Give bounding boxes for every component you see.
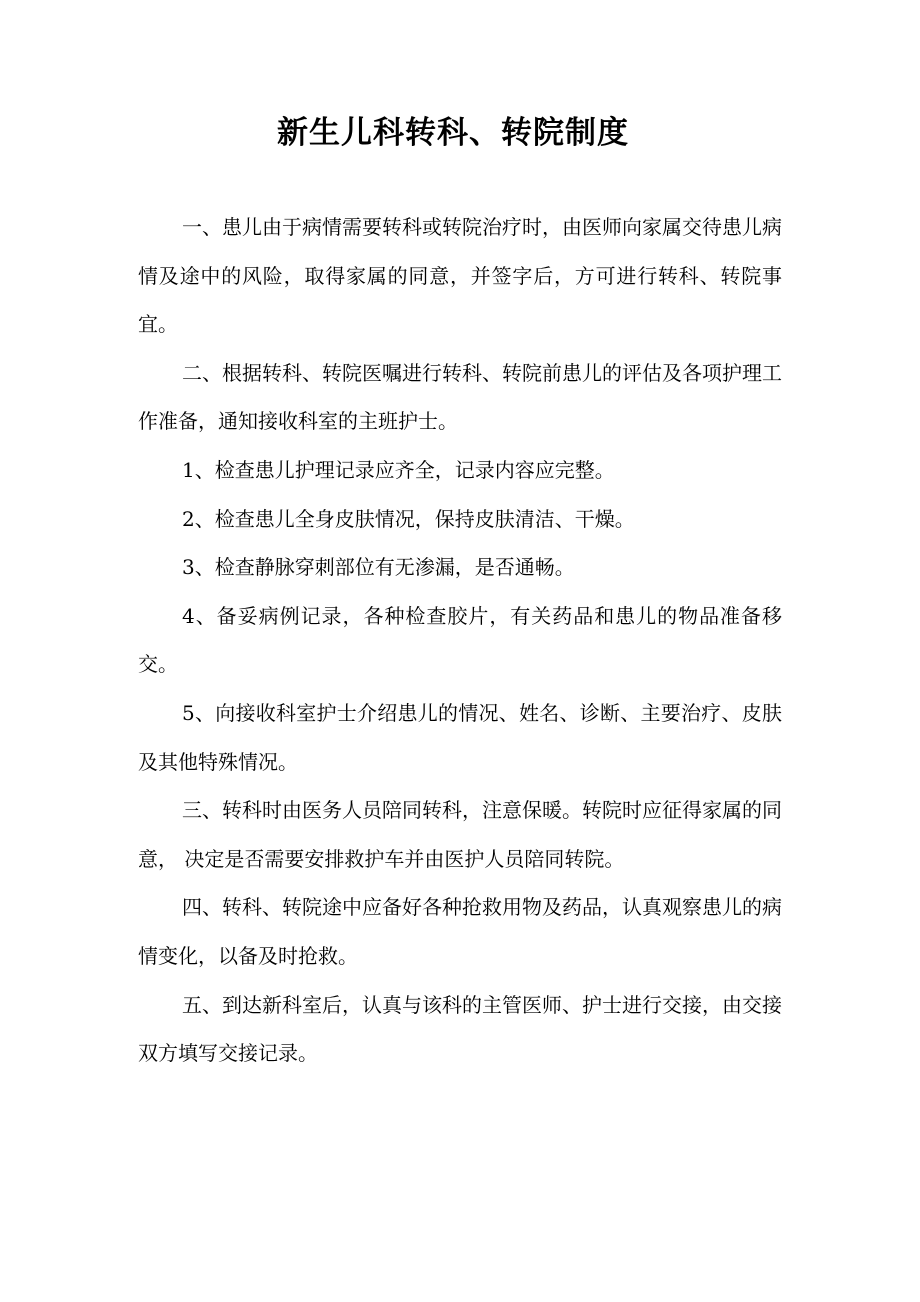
paragraph-9: 四、转科、转院途中应备好各种抢救用物及药品，认真观察患儿的病情变化，以备及时抢救。 xyxy=(138,895,782,968)
paragraph-4: 2、检查患儿全身皮肤情况，保持皮肤清洁、干燥。 xyxy=(182,506,635,531)
document-body xyxy=(138,203,782,1078)
paragraph-1: 一、患儿由于病情需要转科或转院治疗时，由医师向家属交待患儿病情及途中的风险，取得家属的同意，并签字后，方可进行转科、转院事宜。 xyxy=(138,215,782,337)
paragraph-7: 5、向接收科室护士介绍患儿的情况、姓名、诊断、主要治疗、皮肤及其他特殊情况。 xyxy=(138,700,782,774)
paragraph-5: 3、检查静脉穿刺部位有无渗漏，是否通畅。 xyxy=(182,555,575,580)
paragraph-3: 1、检查患儿护理记录应齐全，记录内容应完整。 xyxy=(182,457,615,482)
paragraph-10: 五、到达新科室后，认真与该科的主管医师、护士进行交接，由交接双方填写交接记录。 xyxy=(138,992,782,1066)
paragraph-6: 4、备妥病例记录，各种检查胶片，有关药品和患儿的物品准备移交。 xyxy=(138,603,782,677)
paragraph-2: 二、根据转科、转院医嘱进行转科、转院前患儿的评估及各项护理工作准备，通知接收科室的主班护士。 xyxy=(138,360,782,434)
document-title: 新生儿科转科、转院制度 xyxy=(277,115,629,151)
paragraph-8: 三、转科时由医务人员陪同转科，注意保暖。转院时应征得家属的同意， 决定是否需要安排救护车并由医护人员陪同转院。 xyxy=(138,798,782,871)
